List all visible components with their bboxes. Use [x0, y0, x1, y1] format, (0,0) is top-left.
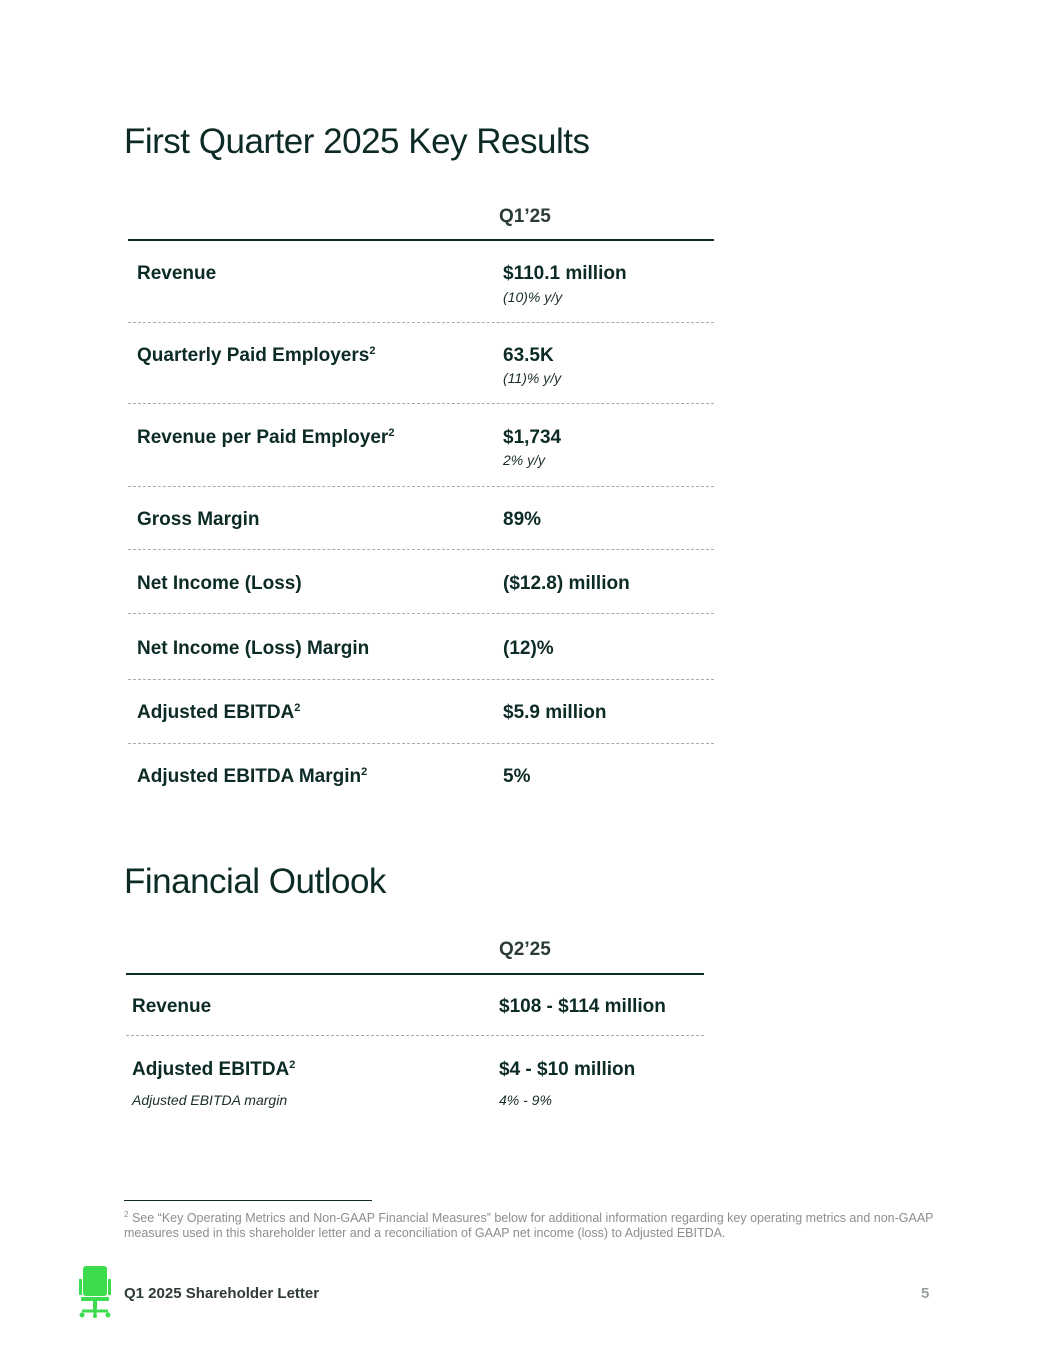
row-divider — [128, 613, 714, 614]
metric-label-adjusted-ebitda-margin: Adjusted EBITDA Margin$^2$ — [137, 766, 368, 787]
metric-value-revenue: $110.1 million — [503, 263, 627, 284]
row-divider — [128, 679, 714, 680]
key-results-title: First Quarter 2025 Key Results — [124, 122, 590, 161]
metric-label-gross-margin: Gross Margin — [137, 509, 260, 530]
footnote: $^2$ See “Key Operating Metrics and Non-GAAP Financial Measures” below for additional information regarding key operating metrics and non-GAAP measures used in this shareholder letter and a reconciliation of GAAP net income (loss) to Adjusted EBITDA. — [124, 1210, 934, 1240]
outlook-label-revenue: Revenue — [132, 996, 212, 1017]
outlook-sublabel-adjusted-ebitda-margin: Adjusted EBITDA margin — [132, 1092, 288, 1108]
outlook-header-rule — [126, 973, 704, 975]
metric-value-net-income: ($12.8) million — [503, 573, 630, 594]
metric-label-net-income: Net Income (Loss) — [137, 573, 302, 594]
metric-value-quarterly-paid-employers: 63.5K — [503, 345, 554, 366]
metric-label-adjusted-ebitda: Adjusted EBITDA$^2$ — [137, 702, 301, 723]
page-number: 5 — [921, 1285, 930, 1302]
row-divider — [128, 743, 714, 744]
key-results-header-rule — [128, 239, 714, 241]
footnote-rule — [124, 1200, 372, 1201]
metric-label-revenue: Revenue — [137, 263, 217, 284]
office-chair-icon — [78, 1266, 112, 1318]
metric-label-revenue-per-paid-employer: Revenue per Paid Employer$^2$ — [137, 427, 395, 448]
outlook-subvalue-adjusted-ebitda-margin: 4% - 9% — [499, 1092, 552, 1108]
metric-value-gross-margin: 89% — [503, 509, 542, 530]
metric-value-adjusted-ebitda-margin: 5% — [503, 766, 531, 787]
outlook-label-adjusted-ebitda: Adjusted EBITDA$^2$ — [132, 1059, 296, 1080]
row-divider — [128, 403, 714, 404]
financial-outlook-title: Financial Outlook — [124, 862, 386, 901]
outlook-value-adjusted-ebitda: $4 - $10 million — [499, 1059, 636, 1080]
outlook-column-header: Q2’25 — [499, 939, 551, 960]
metric-value-net-income-margin: (12)% — [503, 638, 554, 659]
row-divider — [128, 322, 714, 323]
metric-yoy-revenue: (10)% y/y — [503, 289, 563, 305]
metric-yoy-revenue-per-paid-employer: 2% y/y — [503, 452, 546, 468]
metric-label-quarterly-paid-employers: Quarterly Paid Employers$^2$ — [137, 345, 376, 366]
metric-value-revenue-per-paid-employer: $1,734 — [503, 427, 562, 448]
footer-title: Q1 2025 Shareholder Letter — [124, 1285, 320, 1302]
metric-value-adjusted-ebitda: $5.9 million — [503, 702, 607, 723]
outlook-value-revenue: $108 - $114 million — [499, 996, 666, 1017]
row-divider — [128, 549, 714, 550]
metric-label-net-income-margin: Net Income (Loss) Margin — [137, 638, 370, 659]
row-divider — [126, 1035, 704, 1036]
key-results-column-header: Q1’25 — [499, 206, 551, 227]
row-divider — [128, 486, 714, 487]
metric-yoy-quarterly-paid-employers: (11)% y/y — [503, 370, 562, 386]
